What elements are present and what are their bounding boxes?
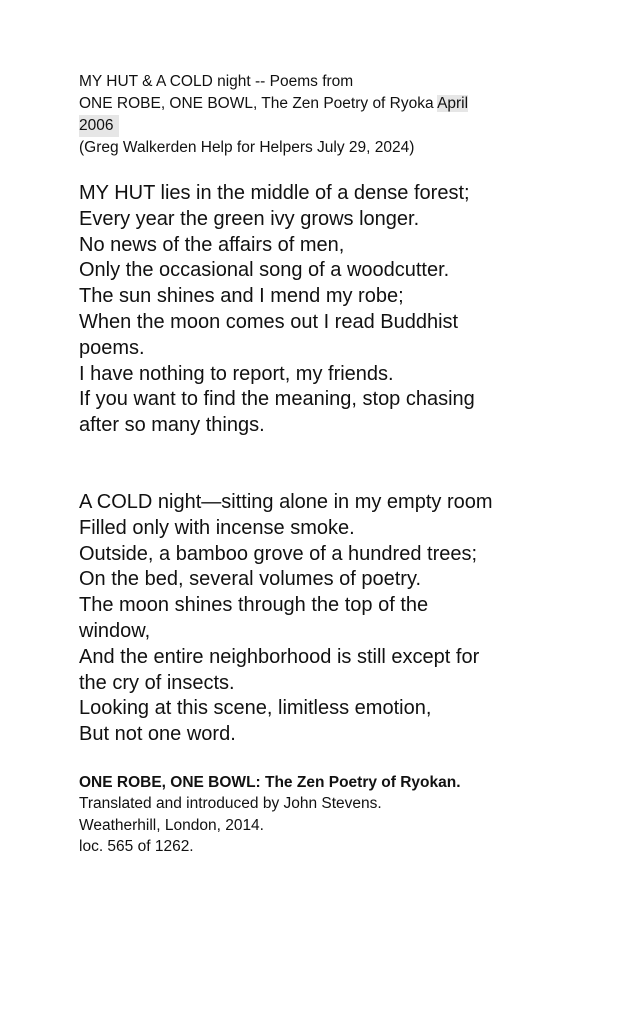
source-location: loc. 565 of 1262.: [79, 838, 194, 856]
poem-line: If you want to find the meaning, stop chasing: [79, 388, 475, 411]
header-book-title-text: ONE ROBE, ONE BOWL, The Zen Poetry of Ryoka: [79, 95, 438, 112]
source-citation: [79, 772, 549, 858]
poem-line: But not one word.: [79, 723, 236, 746]
document-page: [79, 71, 549, 858]
poem-line: I have nothing to report, my friends.: [79, 362, 394, 385]
poem-line: When the moon comes out I read Buddhist: [79, 310, 459, 333]
header-highlight-year: 2006: [79, 115, 119, 137]
poem-line: after so many things.: [79, 414, 265, 437]
poem-line: poems.: [79, 336, 145, 359]
poem-my-hut: [79, 181, 549, 439]
poem-line: The sun shines and I mend my robe;: [79, 285, 404, 308]
poem-line: A COLD night—sitting alone in my empty room: [79, 490, 493, 513]
header-highlight-month: April: [437, 95, 469, 112]
header-book-title: [79, 93, 549, 115]
poem-line: window,: [79, 619, 151, 642]
poem-line: the cry of insects.: [79, 671, 235, 694]
header-attribution: (Greg Walkerden Help for Helpers July 29, 2024): [79, 139, 415, 156]
poem-line: On the bed, several volumes of poetry.: [79, 568, 422, 591]
source-translator: Translated and introduced by John Stevens.: [79, 795, 382, 813]
source-book-title: ONE ROBE, ONE BOWL: The Zen Poetry of Ryokan.: [79, 773, 461, 791]
header-title: MY HUT & A COLD night -- Poems from: [79, 73, 354, 90]
poem-line: Only the occasional song of a woodcutter.: [79, 259, 450, 282]
poem-line: MY HUT lies in the middle of a dense forest;: [79, 182, 470, 204]
poem-line: And the entire neighborhood is still except for: [79, 645, 480, 668]
source-publisher: Weatherhill, London, 2014.: [79, 816, 264, 834]
poem-line: The moon shines through the top of the: [79, 594, 429, 617]
poem-cold-night: [79, 490, 549, 748]
poem-line: Filled only with incense smoke.: [79, 516, 355, 539]
poem-line: Every year the green ivy grows longer.: [79, 207, 420, 230]
poem-line: Outside, a bamboo grove of a hundred trees;: [79, 542, 478, 565]
poem-line: No news of the affairs of men,: [79, 233, 345, 256]
document-header: [79, 71, 549, 159]
poem-line: Looking at this scene, limitless emotion,: [79, 697, 432, 720]
